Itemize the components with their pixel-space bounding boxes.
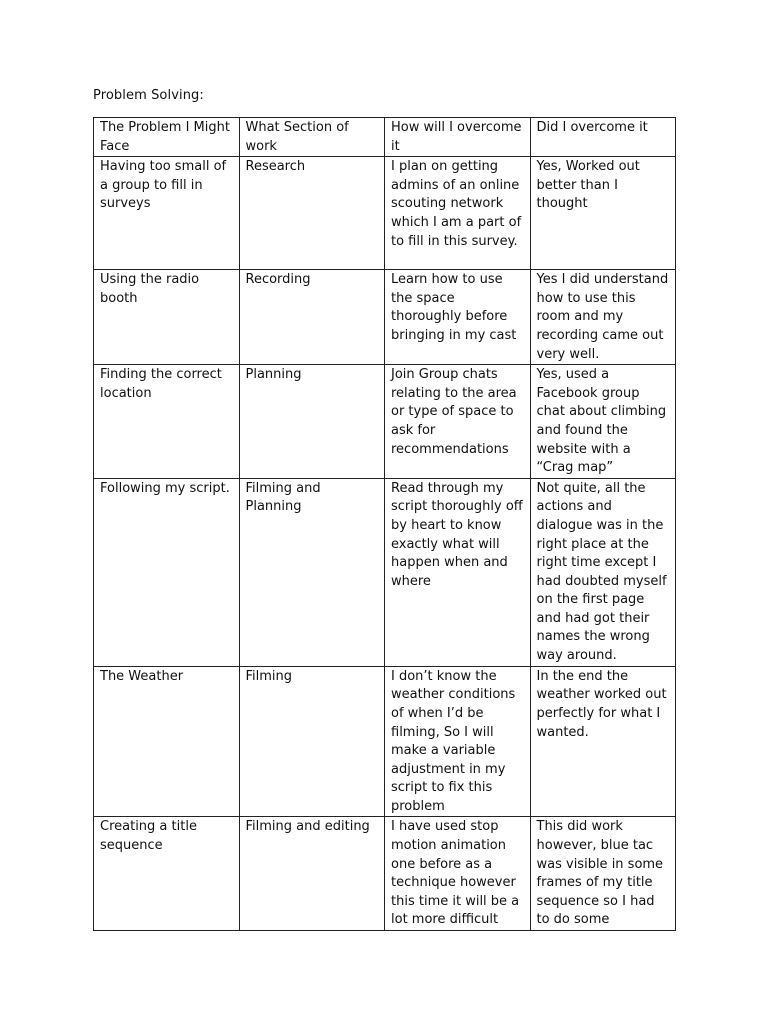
problem-cell: Having too small of a group to fill in surveys bbox=[94, 157, 240, 270]
section-cell: Planning bbox=[239, 365, 385, 479]
header-cell-problem: The Problem I Might Face bbox=[94, 118, 240, 157]
section-cell: Research bbox=[239, 157, 385, 270]
plan-cell: Join Group chats relating to the area or type of space to ask for recommendations bbox=[385, 365, 531, 479]
table-header-row bbox=[94, 118, 676, 157]
problem-cell: Following my script. bbox=[94, 478, 240, 666]
plan-cell: I plan on getting admins of an online scouting network which I am a part of to fill in this survey. bbox=[385, 157, 531, 270]
plan-cell: Learn how to use the space thoroughly before bringing in my cast bbox=[385, 270, 531, 365]
header-cell-overcome-plan: How will I overcome it bbox=[385, 118, 531, 157]
result-cell: In the end the weather worked out perfectly for what I wanted. bbox=[530, 666, 676, 817]
table-row bbox=[94, 817, 676, 931]
result-cell: Yes I did understand how to use this room and my recording came out very well. bbox=[530, 270, 676, 365]
problem-cell: The Weather bbox=[94, 666, 240, 817]
table-row bbox=[94, 365, 676, 479]
page-title: Problem Solving: bbox=[93, 88, 204, 103]
problem-solving-table bbox=[93, 117, 676, 931]
plan-cell: Read through my script thoroughly off by heart to know exactly what will happen when and where bbox=[385, 478, 531, 666]
table-row bbox=[94, 270, 676, 365]
section-cell: Filming and editing bbox=[239, 817, 385, 931]
result-cell: Not quite, all the actions and dialogue was in the right place at the right time except I had doubted myself on the first page and had got their names the wrong way around. bbox=[530, 478, 676, 666]
problem-cell: Finding the correct location bbox=[94, 365, 240, 479]
result-cell: Yes, used a Facebook group chat about climbing and found the website with a “Crag map” bbox=[530, 365, 676, 479]
problem-cell: Using the radio booth bbox=[94, 270, 240, 365]
plan-cell: I don’t know the weather conditions of when I’d be filming, So I will make a variable adjustment in my script to fix this problem bbox=[385, 666, 531, 817]
result-cell: Yes, Worked out better than I thought bbox=[530, 157, 676, 270]
problem-cell: Creating a title sequence bbox=[94, 817, 240, 931]
header-cell-section: What Section of work bbox=[239, 118, 385, 157]
plan-cell: I have used stop motion animation one before as a technique however this time it will be a lot more difficult bbox=[385, 817, 531, 931]
section-cell: Filming and Planning bbox=[239, 478, 385, 666]
table-row bbox=[94, 478, 676, 666]
section-cell: Recording bbox=[239, 270, 385, 365]
header-cell-overcome-result: Did I overcome it bbox=[530, 118, 676, 157]
table-row bbox=[94, 666, 676, 817]
result-cell: This did work however, blue tac was visible in some frames of my title sequence so I had to do some bbox=[530, 817, 676, 931]
table-row bbox=[94, 157, 676, 270]
section-cell: Filming bbox=[239, 666, 385, 817]
